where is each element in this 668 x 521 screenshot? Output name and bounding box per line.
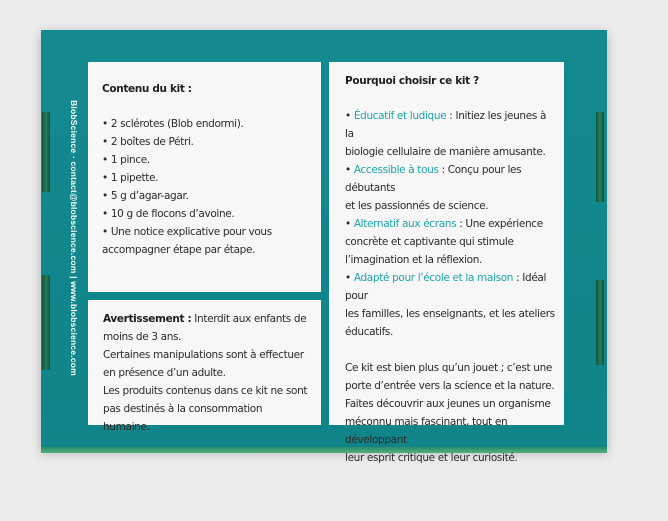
- benefit-continuation: l’imagination et la réflexion.: [345, 254, 483, 266]
- benefit-continuation: et les passionnés de science.: [345, 200, 489, 212]
- warning-line: en présence d’un adulte.: [103, 367, 226, 379]
- benefit-keyword: Adapté pour l’école et la maison: [353, 272, 514, 284]
- left-edge-stripe: [42, 112, 50, 192]
- kit-item: • 5 g d’agar-agar.: [102, 190, 189, 202]
- left-edge-stripe: [42, 275, 50, 370]
- benefit-keyword: Alternatif aux écrans: [353, 218, 457, 230]
- benefit-item: • Éducatif et ludique : Initiez les jeunes à la: [345, 110, 547, 140]
- why-choose-list: [345, 107, 556, 341]
- conclusion-paragraph: [345, 359, 556, 467]
- conclusion-line: porte d’entrée vers la science et la nature.: [345, 380, 555, 392]
- kit-contents-list: [102, 115, 309, 259]
- kit-item: • 2 boîtes de Pétri.: [102, 136, 194, 148]
- benefit-keyword: Éducatif et ludique: [353, 110, 447, 122]
- conclusion-line: Faites découvrir aux jeunes un organisme: [345, 398, 551, 410]
- conclusion-line: Ce kit est bien plus qu’un jouet ; c’est une: [345, 362, 553, 374]
- conclusion-line: méconnu mais fascinant, tout en développant: [345, 416, 508, 446]
- kit-item: • 1 pince.: [102, 154, 150, 166]
- kit-contents-title: Contenu du kit :: [102, 83, 192, 95]
- why-choose-panel: [329, 62, 564, 464]
- benefit-item: • Alternatif aux écrans : Une expérience: [345, 218, 543, 230]
- benefit-continuation: les familles, les enseignants, et les ateliers: [345, 308, 555, 320]
- conclusion-line: leur esprit critique et leur curiosité.: [345, 452, 518, 464]
- kit-item: • 1 pipette.: [102, 172, 159, 184]
- kit-item: • Une notice explicative pour vous: [102, 226, 272, 238]
- vertical-contact-text: BlobScience · contact@blobscience.com | www.blobscience.com: [69, 100, 79, 376]
- why-choose-title: Pourquoi choisir ce kit ?: [345, 75, 479, 87]
- warning-line: [103, 310, 311, 328]
- kit-contents-panel: [88, 62, 321, 292]
- warning-label: Avertissement :: [103, 313, 192, 325]
- warning-line: moins de 3 ans.: [103, 331, 182, 343]
- warning-text: Interdit aux enfants de: [191, 313, 307, 325]
- benefit-continuation: biologie cellulaire de manière amusante.: [345, 146, 546, 158]
- benefit-continuation: éducatifs.: [345, 326, 394, 338]
- warning-panel: [88, 300, 321, 433]
- warning-line: pas destinés à la consommation humaine.: [103, 403, 263, 433]
- kit-item: • 10 g de flocons d’avoine.: [102, 208, 235, 220]
- benefit-keyword: Accessible à tous: [353, 164, 439, 176]
- warning-line: Les produits contenus dans ce kit ne sont: [103, 385, 308, 397]
- warning-line: Certaines manipulations sont à effectuer: [103, 349, 304, 361]
- benefit-continuation: concrète et captivante qui stimule: [345, 236, 514, 248]
- benefit-item: • Accessible à tous : Conçu pour les débutants: [345, 164, 522, 194]
- kit-item: • 2 sclérotes (Blob endormi).: [102, 118, 244, 130]
- kit-item: accompagner étape par étape.: [102, 244, 256, 256]
- right-edge-stripe: [596, 280, 604, 365]
- right-edge-stripe: [596, 112, 604, 202]
- benefit-item: • Adapté pour l’école et la maison : Idéal pour: [345, 272, 547, 302]
